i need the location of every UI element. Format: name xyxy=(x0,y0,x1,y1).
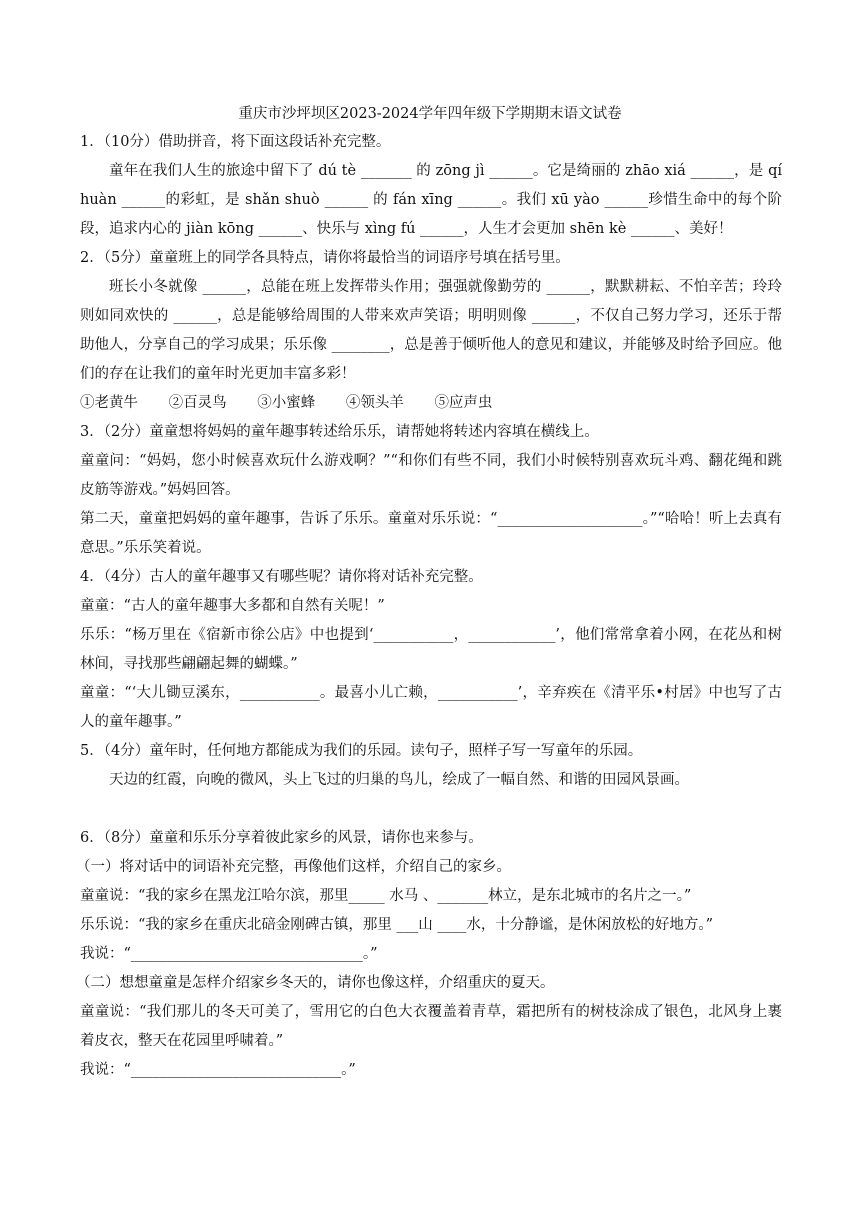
q2-passage: 班长小冬就像 ______，总能在班上发挥带头作用；强强就像勤劳的 ______，默默耕耘、不怕辛苦；玲玲则如同欢快的 ______，总是能够给周围的人带来欢声笑语；明明则像 ______，不仅自己努力学习，还乐于帮助他人，分享自己的学习成果；乐乐像 ________，总是善于倾听他人的意见和建议，并能够及时给予回应。他们的存在让我们的童年时光更加丰富多彩！ xyxy=(80,279,782,382)
q6-part2-heading: （二）想想童童是怎样介绍家乡冬天的，请你也像这样，介绍重庆的夏天。 xyxy=(76,975,555,991)
q1-heading: 1．（10分）借助拼音，将下面这段话补充完整。 xyxy=(80,134,391,150)
q6-part1-line-1: 童童说：“我的家乡在黑龙江哈尔滨，那里_____ 水马 、_______林立，是东北城市的名片之一。” xyxy=(80,888,692,904)
q6-heading: 6．（8分）童童和乐乐分享着彼此家乡的风景，请你也来参与。 xyxy=(80,830,483,846)
q2-option: ⑤应声虫 xyxy=(434,395,493,411)
q1-passage: 童年在我们人生的旅途中留下了 dú tè _______ 的 zōng jì ______。它是绮丽的 zhāo xiá ______，是 qí huàn ______的彩虹，是 shǎn shuò ______ 的 fán xīng ______。我们 xū yào ______珍惜生命中的每个阶段，追求内心的 jiàn kōng ______、快乐与 xìng fú ______，人生才会更加 shēn kè ______、美好！ xyxy=(80,163,782,237)
q6-part2-line-1: 童童说：“我们那儿的冬天可美了，雪用它的白色大衣覆盖着青草，霜把所有的树枝涂成了银色，北风身上裹着皮衣，整天在花园里呼啸着。” xyxy=(80,1004,782,1049)
q3-dialogue-2: 第二天，童童把妈妈的童年趣事，告诉了乐乐。童童对乐乐说：“____________________。”“哈哈！听上去真有意思。”乐乐笑着说。 xyxy=(80,511,782,556)
q6-part1-line-2: 乐乐说：“我的家乡在重庆北碚金刚碑古镇，那里 ___山 ____水，十分静谧，是休闲放松的好地方。” xyxy=(80,917,714,933)
q4-dialogue-3: 童童：“‘大儿锄豆溪东，___________。最喜小儿亡赖，___________’，辛弃疾在《清平乐•村居》中也写了古人的童年趣事。” xyxy=(80,685,782,730)
q2-options xyxy=(80,389,782,418)
q2-option: ①老黄牛 xyxy=(80,395,138,411)
q2-option: ②百灵鸟 xyxy=(168,395,227,411)
q6-part2-line-2: 我说：“_____________________________。” xyxy=(80,1062,356,1078)
answer-space xyxy=(80,795,782,824)
q3-heading: 3．（2分）童童想将妈妈的童年趣事转述给乐乐，请帮她将转述内容填在横线上。 xyxy=(80,424,599,440)
q4-heading: 4．（4分）古人的童年趣事又有哪些呢？请你将对话补充完整。 xyxy=(80,569,483,585)
q5-heading: 5．（4分）童年时，任何地方都能成为我们的乐园。读句子，照样子写一写童年的乐园。 xyxy=(80,743,643,759)
q2-option: ③小蜜蜂 xyxy=(257,395,316,411)
q4-dialogue-2: 乐乐：“杨万里在《宿新市徐公店》中也提到‘___________，____________’，他们常常拿着小网，在花丛和树林间，寻找那些翩翩起舞的蝴蝶。” xyxy=(80,627,782,672)
q6-part1-heading: （一）将对话中的词语补充完整，再像他们这样，介绍自己的家乡。 xyxy=(76,859,511,875)
page-title: 重庆市沙坪坝区2023-2024学年四年级下学期期末语文试卷 xyxy=(238,106,622,122)
q3-dialogue-1: 童童问：“妈妈，您小时候喜欢玩什么游戏啊？”“和你们有些不同，我们小时候特别喜欢玩斗鸡、翻花绳和跳皮筋等游戏。”妈妈回答。 xyxy=(80,453,782,498)
q4-dialogue-1: 童童：“古人的童年趣事大多都和自然有关呢！” xyxy=(80,598,385,614)
q2-heading: 2．（5分）童童班上的同学各具特点，请你将最恰当的词语序号填在括号里。 xyxy=(80,250,570,266)
exam-content xyxy=(76,128,782,1085)
q6-part1-line-3: 我说：“________________________________。” xyxy=(80,946,378,962)
q5-example: 天边的红霞，向晚的微风，头上飞过的归巢的鸟儿，绘成了一幅自然、和谐的田园风景画。 xyxy=(109,772,689,788)
q2-option: ④领头羊 xyxy=(345,395,404,411)
